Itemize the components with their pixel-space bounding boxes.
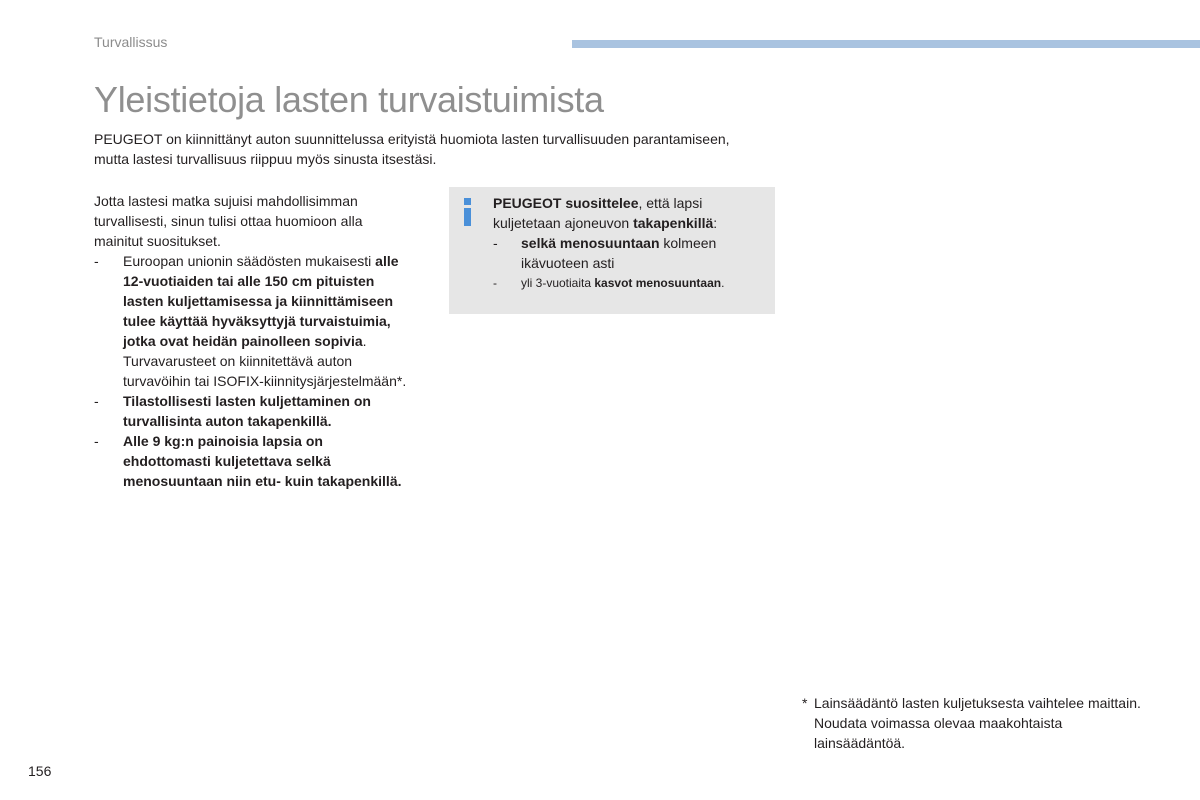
info-list (493, 233, 765, 293)
info-item-pre: yli 3-vuotiaita (521, 276, 595, 290)
item-text-end: . Turvavarusteet on kiinnitettävä auton turvavöihin tai ISOFIX-kiinnitysjärjestelmään*. (123, 333, 407, 389)
info-lead-end: : (713, 215, 718, 231)
item-text: Euroopan unionin säädösten mukaisesti (123, 253, 376, 269)
info-item-bold: selkä menosuuntaan (521, 235, 660, 251)
info-box (449, 187, 775, 314)
recommendations-column (94, 191, 414, 491)
list-item (94, 251, 414, 391)
info-lead-bold-2: takapenkillä (633, 215, 714, 231)
dash-bullet: - (493, 235, 498, 251)
list-item (493, 273, 765, 293)
item-bold-text: Tilastollisesti lasten kuljettaminen on turvallisinta auton takapenkillä. (123, 393, 371, 429)
footnote (802, 693, 1144, 753)
info-item-end: . (721, 276, 725, 290)
footnote-text: Lainsäädäntö lasten kuljetuksesta vaihtelee maittain. Noudata voimassa olevaa maakohtaista lainsäädäntöä. (814, 695, 1141, 751)
info-lead (493, 193, 765, 233)
dash-bullet: - (94, 433, 99, 449)
list-item (94, 391, 414, 431)
recommendations-list (94, 251, 414, 491)
page-title: Yleistietoja lasten turvaistuimista (94, 79, 604, 120)
info-icon (462, 195, 474, 225)
info-item-bold: kasvot menosuuntaan (594, 276, 722, 290)
info-box-text (493, 193, 765, 293)
recommendations-lead: Jotta lastesi matka sujuisi mahdollisimman turvallisesti, sinun tulisi ottaa huomioon alla mainitut suositukset. (94, 193, 363, 249)
dash-bullet: - (94, 253, 99, 269)
item-bold-text: Alle 9 kg:n painoisia lapsia on ehdottomasti kuljetettava selkä menosuuntaan niin etu- kuin takapenkillä. (123, 433, 402, 489)
dash-bullet: - (493, 276, 497, 290)
footnote-marker: * (802, 695, 808, 711)
list-item (493, 233, 765, 273)
info-lead-text: , että lapsi kuljetetaan ajoneuvon (493, 195, 703, 231)
intro-paragraph: PEUGEOT on kiinnittänyt auton suunnittelussa erityistä huomiota lasten turvallisuuden parantamiseen, mutta lastesi turvallisuus riippuu myös sinusta itsestäsi. (94, 131, 730, 167)
info-lead-bold: PEUGEOT suosittelee (493, 195, 639, 211)
item-bold-text: alle 12-vuotiaiden tai alle 150 cm pituisten lasten kuljettamisessa ja kiinnittämiseen tulee käyttää hyväksyttyjä turvaistuimia, jotka ovat heidän painolleen sopivia (123, 253, 399, 349)
section-header: Turvallissus (94, 34, 168, 50)
dash-bullet: - (94, 393, 99, 409)
list-item (94, 431, 414, 491)
header-rule (572, 40, 1200, 48)
info-item-text: kolmeen ikävuoteen asti (521, 235, 717, 271)
page-number: 156 (28, 763, 52, 779)
